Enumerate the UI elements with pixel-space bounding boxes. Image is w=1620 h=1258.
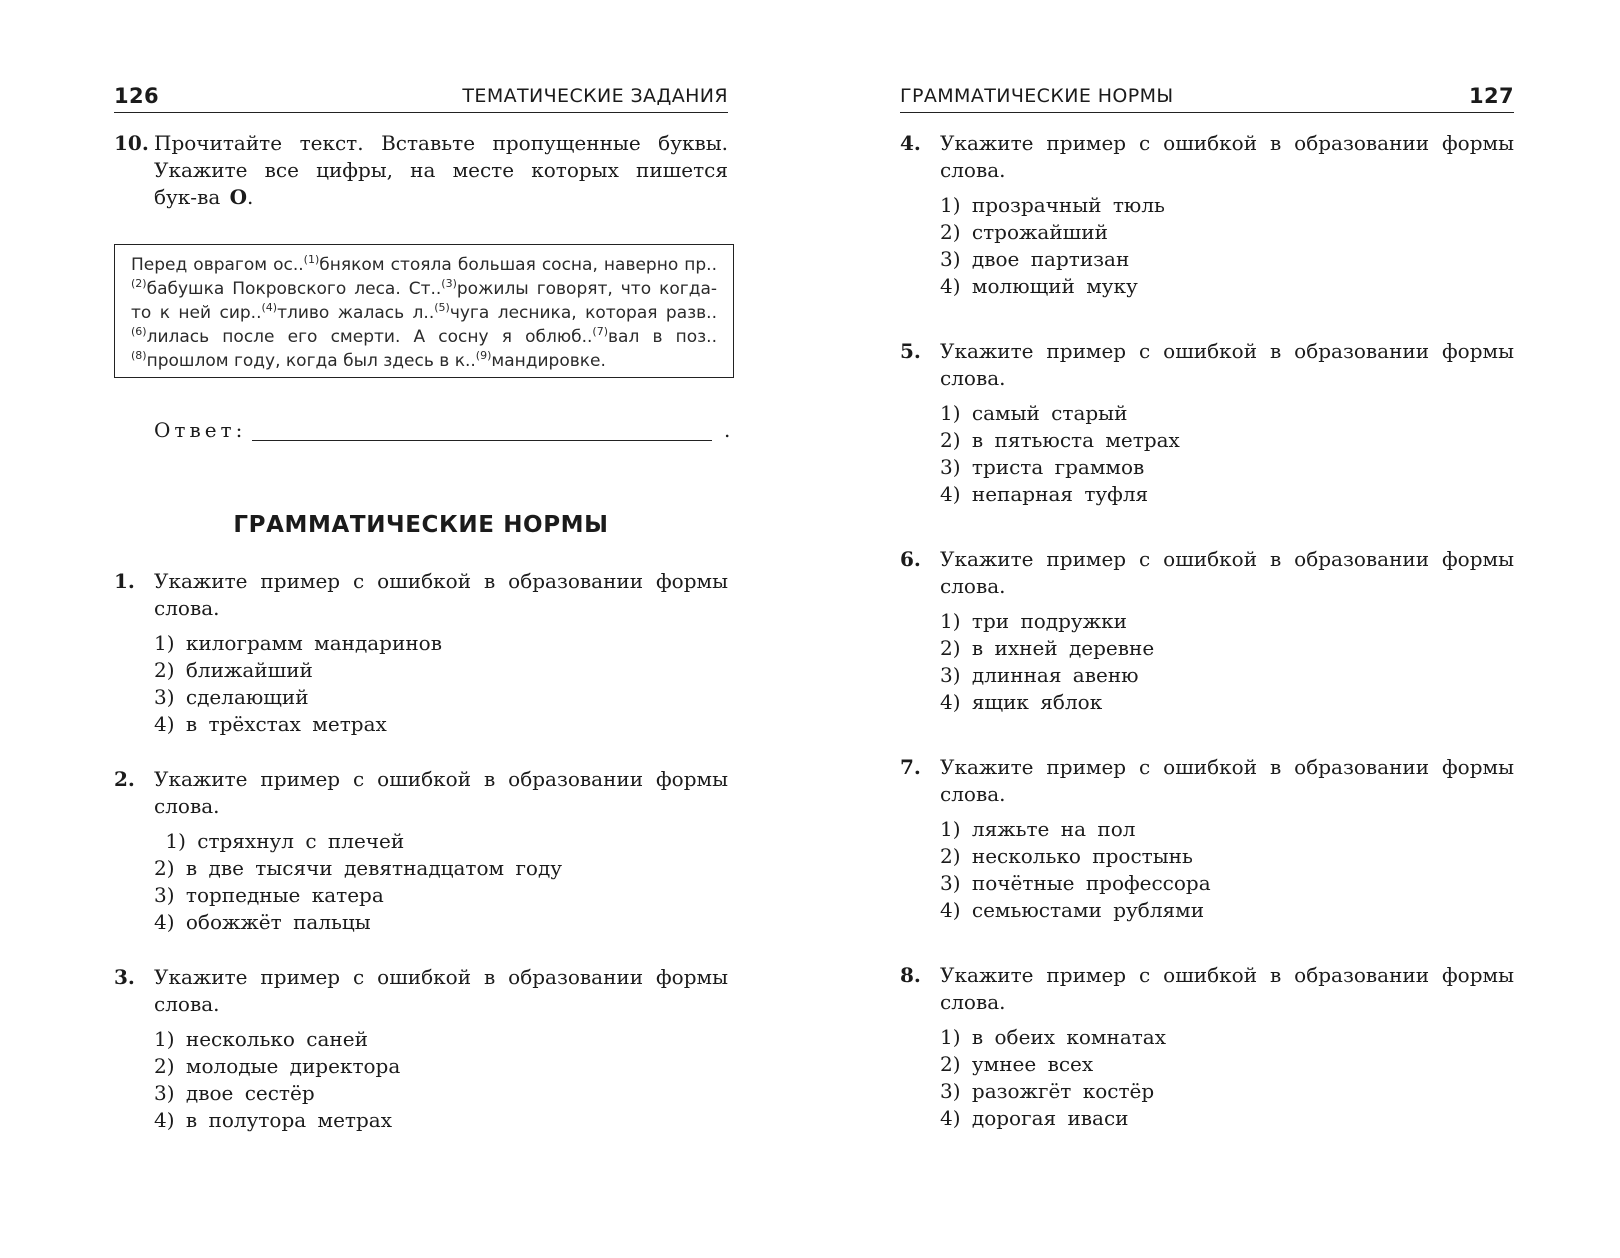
option: 2) в пятьюста метрах bbox=[940, 428, 1180, 452]
option: 2) умнее всех bbox=[940, 1052, 1094, 1076]
option: 1) ляжьте на пол bbox=[940, 817, 1136, 841]
option: 4) дорогая иваси bbox=[940, 1106, 1129, 1130]
gap-marker: (8) bbox=[131, 349, 147, 362]
task-number: 5. bbox=[900, 339, 921, 363]
option: 3) триста граммов bbox=[940, 455, 1145, 479]
option: 3) длинная авеню bbox=[940, 663, 1139, 687]
option: 4) молющий муку bbox=[940, 274, 1138, 298]
option: 3) разожгёт костёр bbox=[940, 1079, 1155, 1103]
task-prompt: Укажите пример с ошибкой в образовании формы слова. bbox=[154, 569, 728, 620]
option: 1) три подружки bbox=[940, 609, 1127, 633]
task-number: 8. bbox=[900, 963, 921, 987]
option: 1) самый старый bbox=[940, 401, 1128, 425]
option: 2) молодые директора bbox=[154, 1054, 401, 1078]
option: 4) семьюстами рублями bbox=[940, 898, 1205, 922]
answer-label: Ответ: bbox=[154, 418, 247, 442]
task-6 bbox=[900, 546, 1514, 716]
target-letter: О bbox=[229, 185, 248, 209]
task-7 bbox=[900, 754, 1514, 924]
option: 2) в две тысячи девятнадцатом году bbox=[154, 856, 563, 880]
gap-marker: (3) bbox=[441, 277, 457, 290]
option: 1) килограмм мандаринов bbox=[154, 631, 442, 655]
answer-options bbox=[154, 630, 728, 738]
running-title: ГРАММАТИЧЕСКИЕ НОРМЫ bbox=[900, 85, 1174, 107]
task-4 bbox=[900, 130, 1514, 300]
option: 4) непарная туфля bbox=[940, 482, 1149, 506]
answer-options bbox=[940, 192, 1514, 300]
task-number: 3. bbox=[114, 965, 135, 989]
answer-field[interactable] bbox=[154, 418, 734, 442]
section-title: ГРАММАТИЧЕСКИЕ НОРМЫ bbox=[233, 512, 609, 538]
task-number: 10. bbox=[114, 131, 149, 155]
option: 3) двое сестёр bbox=[154, 1081, 315, 1105]
option: 2) в ихней деревне bbox=[940, 636, 1155, 660]
gap-marker: (6) bbox=[131, 325, 147, 338]
gap-marker: (5) bbox=[434, 301, 450, 314]
option: 1) стряхнул с плечей bbox=[154, 829, 405, 853]
option: 4) обожжёт пальцы bbox=[154, 910, 371, 934]
option: 2) ближайший bbox=[154, 658, 313, 682]
option: 4) ящик яблок bbox=[940, 690, 1103, 714]
gap-marker: (7) bbox=[592, 325, 609, 338]
task-number: 6. bbox=[900, 547, 921, 571]
option: 3) почётные профессора bbox=[940, 871, 1211, 895]
gap-marker: (4) bbox=[261, 301, 278, 314]
task-prompt: Укажите пример с ошибкой в образовании формы слова. bbox=[154, 965, 728, 1016]
task-number: 4. bbox=[900, 131, 921, 155]
running-title: ТЕМАТИЧЕСКИЕ ЗАДАНИЯ bbox=[462, 85, 728, 107]
page-number: 126 bbox=[114, 84, 160, 108]
running-head bbox=[114, 84, 728, 113]
task-prompt: Укажите пример с ошибкой в образовании формы слова. bbox=[154, 767, 728, 818]
task-3 bbox=[114, 964, 728, 1134]
task-number: 2. bbox=[114, 767, 135, 791]
gap-marker: (9) bbox=[475, 349, 492, 362]
running-head bbox=[900, 84, 1514, 113]
option: 3) торпедные катера bbox=[154, 883, 384, 907]
task-prompt: Укажите пример с ошибкой в образовании формы слова. bbox=[940, 547, 1514, 598]
task-prompt: Укажите пример с ошибкой в образовании формы слова. bbox=[940, 339, 1514, 390]
answer-options bbox=[940, 816, 1514, 924]
answer-options bbox=[154, 828, 728, 936]
task-2 bbox=[114, 766, 728, 936]
task-prompt: Укажите пример с ошибкой в образовании формы слова. bbox=[940, 755, 1514, 806]
option: 1) в обеих комнатах bbox=[940, 1025, 1167, 1049]
page-number: 127 bbox=[1468, 84, 1514, 108]
answer-options bbox=[154, 1026, 728, 1134]
task-1 bbox=[114, 568, 728, 738]
answer-options bbox=[940, 608, 1514, 716]
option: 2) несколько простынь bbox=[940, 844, 1193, 868]
task-prompt: Укажите пример с ошибкой в образовании формы слова. bbox=[940, 963, 1514, 1014]
option: 3) сделающий bbox=[154, 685, 309, 709]
task-number: 1. bbox=[114, 569, 135, 593]
task-10 bbox=[114, 130, 728, 211]
task-number: 7. bbox=[900, 755, 921, 779]
option: 1) несколько саней bbox=[154, 1027, 368, 1051]
passage-box: Перед оврагом ос..$^{(1)}$бняком стояла большая сосна, наверно пр..$^{(2)}$бабушка Покровского леса. Ст..$^{(3)}$рожилы говорят, что когда-то к ней сир..$^{(4)}$тливо жалась л..$^{(5)}$чуга лесника, которая разв..$^{(6)}$лилась после его смерти. А сосну я облюб..$^{(7)}$вал в поз..$^{(8)}$прошлом году, когда был здесь в к..$^{(9)}$мандировке. bbox=[114, 244, 734, 378]
task-prompt: Укажите пример с ошибкой в образовании формы слова. bbox=[940, 131, 1514, 182]
task-8 bbox=[900, 962, 1514, 1132]
option: 2) строжайший bbox=[940, 220, 1108, 244]
right-page bbox=[810, 0, 1620, 1258]
answer-line[interactable] bbox=[252, 440, 712, 441]
task-prompt: Прочитайте текст. Вставьте пропущенные буквы. Укажите все цифры, на месте которых пишется бук-ва О. bbox=[154, 131, 728, 209]
option: 1) прозрачный тюль bbox=[940, 193, 1165, 217]
answer-options bbox=[940, 400, 1514, 508]
answer-options bbox=[940, 1024, 1514, 1132]
answer-end: . bbox=[724, 418, 731, 442]
task-5 bbox=[900, 338, 1514, 508]
option: 3) двое партизан bbox=[940, 247, 1130, 271]
gap-marker: (1) bbox=[303, 253, 320, 266]
option: 4) в трёхстах метрах bbox=[154, 712, 387, 736]
gap-marker: (2) bbox=[131, 277, 147, 290]
option: 4) в полутора метрах bbox=[154, 1108, 392, 1132]
